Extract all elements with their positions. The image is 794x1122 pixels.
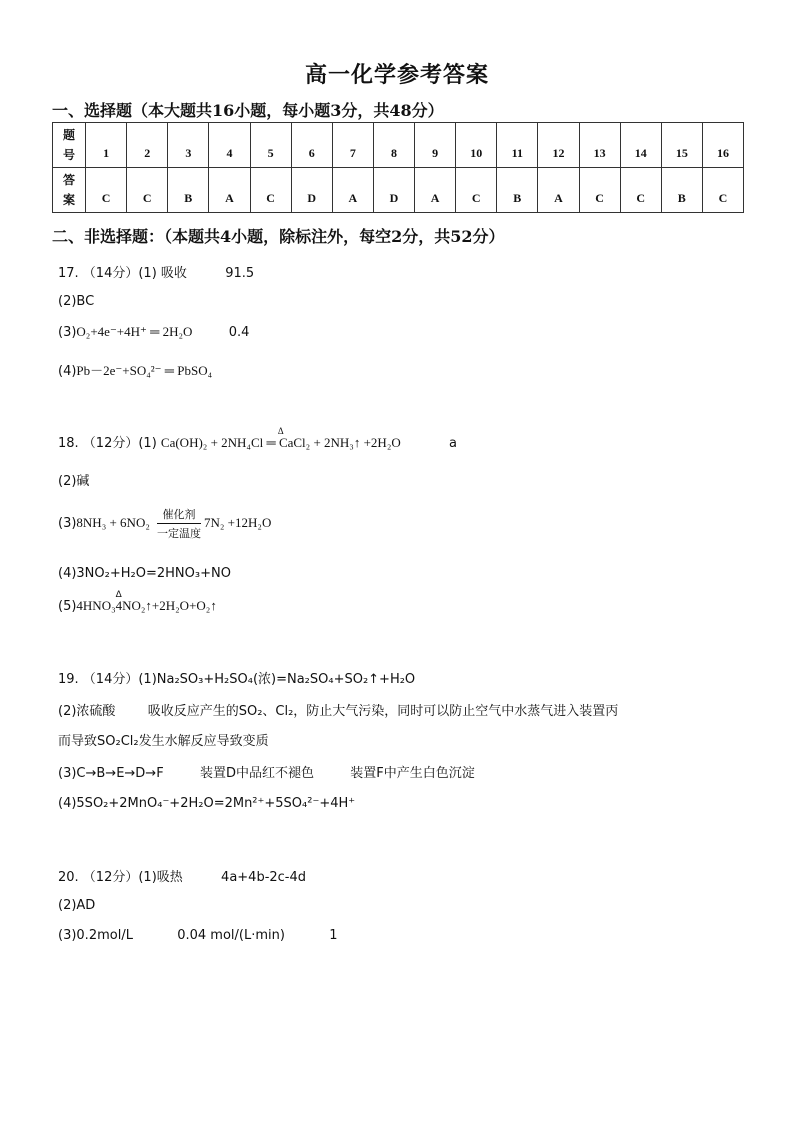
q19-p3-c: 装置F中产生白色沉淀 bbox=[350, 766, 475, 781]
q17-p3-label: (3) bbox=[58, 325, 77, 340]
catalyst-label: 催化剂 bbox=[157, 506, 201, 524]
q19-p3-a: (3)C→B→E→D→F bbox=[58, 766, 164, 781]
row-label-number: 题 号 bbox=[53, 123, 86, 168]
answer-cell: B bbox=[497, 168, 538, 213]
q18-line5: (5)4HNO₃ Δ 4NO₂↑+2H₂O+O₂↑ bbox=[58, 590, 217, 614]
section2-heading: 二、非选择题：（本题共4小题，除标注外，每空2分，共52分） bbox=[52, 227, 505, 246]
question-number: 10 bbox=[456, 123, 497, 168]
question-number: 4 bbox=[209, 123, 250, 168]
question-number: 7 bbox=[332, 123, 373, 168]
answer-cell: B bbox=[661, 168, 702, 213]
reaction-condition bbox=[157, 506, 201, 541]
q18-p5-left: 4HNO₃ bbox=[76, 598, 116, 613]
q19-p3-b: 装置D中品红不褪色 bbox=[199, 766, 314, 781]
q18-part2: (2)碱 bbox=[58, 474, 90, 489]
q19-line2 bbox=[58, 700, 618, 719]
question-number: 2 bbox=[127, 123, 168, 168]
page-title: 高一化学参考答案 bbox=[304, 62, 489, 88]
answer-cell: C bbox=[702, 168, 743, 213]
q20-p3-c: 1 bbox=[329, 928, 338, 943]
question-number: 13 bbox=[579, 123, 620, 168]
answer-cell: B bbox=[168, 168, 209, 213]
question-number: 6 bbox=[291, 123, 332, 168]
table-row-answers bbox=[53, 168, 744, 213]
table-row-numbers bbox=[53, 123, 744, 168]
q18-value: a bbox=[449, 436, 457, 451]
answer-cell: D bbox=[291, 168, 332, 213]
q18-header: 18. （12分）(1) bbox=[58, 436, 157, 451]
question-number: 5 bbox=[250, 123, 291, 168]
answer-cell: C bbox=[127, 168, 168, 213]
question-number: 3 bbox=[168, 123, 209, 168]
q18-p3-right: 7N₂ +12H₂O bbox=[204, 515, 272, 530]
q19-part4: (4)5SO₂+2MnO₄⁻+2H₂O=2Mn²⁺+5SO₄²⁻+4H⁺ bbox=[58, 796, 356, 811]
temperature-label: 一定温度 bbox=[157, 527, 202, 540]
question-number: 12 bbox=[538, 123, 579, 168]
q19-p2-a: (2)浓硫酸 bbox=[58, 704, 116, 719]
q18-line1 bbox=[58, 426, 457, 451]
question-number: 15 bbox=[661, 123, 702, 168]
q17-value: 91.5 bbox=[225, 266, 255, 281]
q18-p3-label: (3) bbox=[58, 516, 77, 531]
answer-cell: C bbox=[250, 168, 291, 213]
q20-p3-b: 0.04 mol/(L·min) bbox=[177, 928, 285, 943]
q19-p2-c: 而导致SO₂Cl₂发生水解反应导致变质 bbox=[58, 734, 269, 749]
q17-p4-equation: Pb－2e⁻+SO₄²⁻ ═ PbSO₄ bbox=[76, 363, 213, 378]
q20-line1 bbox=[58, 866, 306, 885]
q18-equation bbox=[160, 426, 401, 451]
question-number: 1 bbox=[86, 123, 127, 168]
answer-cell: C bbox=[620, 168, 661, 213]
q19-eq1: Na₂SO₃+H₂SO₄(浓)=Na₂SO₄+SO₂↑+H₂O bbox=[156, 672, 416, 687]
q19-line3 bbox=[58, 762, 475, 781]
q19-header: 19. （14分）(1) bbox=[58, 672, 157, 687]
q20-header: 20. （12分）(1)吸热 bbox=[58, 870, 183, 885]
question-number: 11 bbox=[497, 123, 538, 168]
answer-cell: A bbox=[209, 168, 250, 213]
question-number: 9 bbox=[415, 123, 456, 168]
heat-delta: Δ bbox=[277, 426, 284, 436]
answer-cell: D bbox=[373, 168, 414, 213]
q17-p4-label: (4) bbox=[58, 364, 77, 379]
q19-line1 bbox=[58, 668, 415, 687]
q17-line4 bbox=[58, 360, 212, 379]
question-number: 8 bbox=[373, 123, 414, 168]
q17-line1 bbox=[58, 262, 254, 281]
answer-cell: A bbox=[538, 168, 579, 213]
answer-cell: C bbox=[86, 168, 127, 213]
q20-p3-a: (3)0.2mol/L bbox=[58, 928, 133, 943]
q18-p5-right: 4NO₂↑+2H₂O+O₂↑ bbox=[115, 598, 217, 613]
answer-cell: C bbox=[456, 168, 497, 213]
q17-header: 17. （14分）(1) 吸收 bbox=[58, 266, 187, 281]
q18-part4: (4)3NO₂+H₂O=2HNO₃+NO bbox=[58, 566, 231, 581]
answer-cell: A bbox=[332, 168, 373, 213]
q17-part2: (2)BC bbox=[58, 294, 95, 309]
question-number: 14 bbox=[620, 123, 661, 168]
q18-line3 bbox=[58, 506, 271, 541]
answer-cell: A bbox=[415, 168, 456, 213]
answer-cell: C bbox=[579, 168, 620, 213]
section1-heading: 一、选择题（本大题共16小题，每小题3分，共48分） bbox=[52, 101, 444, 120]
q20-line3 bbox=[58, 928, 338, 943]
q18-p3-left: 8NH₃ + 6NO₂ bbox=[76, 515, 150, 530]
q20-part2: (2)AD bbox=[58, 898, 96, 913]
q17-p3-equation: O₂+4e⁻+4H⁺ ═ 2H₂O bbox=[76, 324, 193, 339]
q18-eq1-text: Ca(OH)₂ + 2NH₄Cl ═ CaCl₂ + 2NH₃↑ +2H₂O bbox=[160, 435, 401, 450]
row-label-answer: 答 案 bbox=[53, 168, 86, 213]
question-number: 16 bbox=[702, 123, 743, 168]
q17-line3 bbox=[58, 324, 249, 340]
q17-p3-value: 0.4 bbox=[228, 325, 250, 340]
q19-p2-b: 吸收反应产生的SO₂、Cl₂，防止大气污染，同时可以防止空气中水蒸气进入装置丙 bbox=[147, 704, 619, 719]
q20-value: 4a+4b-2c-4d bbox=[221, 870, 307, 885]
q18-p5-label: (5) bbox=[58, 599, 77, 614]
answer-table bbox=[52, 122, 744, 213]
